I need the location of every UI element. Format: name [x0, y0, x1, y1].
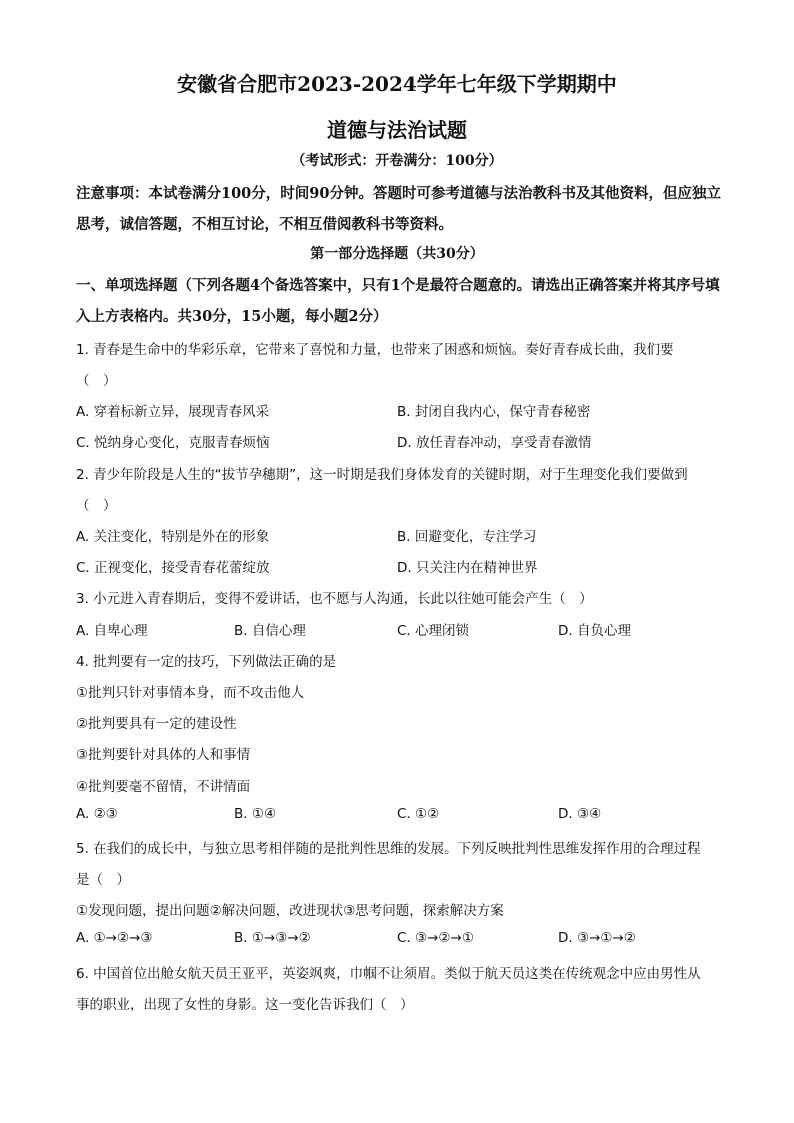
q2-answer-blank: （ ）: [76, 498, 117, 514]
q6-stem-line2: 事的职业，出现了女性的身影。这一变化告诉我们（ ）: [76, 997, 414, 1013]
q5-stem: 5. 在我们的成长中，与独立思考相伴随的是批判性思维的发展。下列反映批判性思维发挥作用的合理过程: [76, 841, 701, 857]
q1-option-d: D. 放任青春冲动，享受青春激情: [397, 435, 592, 451]
q5-option-b: B. ①→③→②: [234, 930, 311, 946]
exam-title-line2: 道德与法治试题: [327, 118, 467, 142]
q4-option-d: D. ③④: [558, 806, 602, 822]
q3-option-c: C. 心理闭锁: [397, 623, 470, 639]
q4-item-4: ④批判要毫不留情，不讲情面: [76, 779, 251, 795]
q5-answer-blank: 是（ ）: [76, 872, 130, 888]
q4-item-2: ②批判要具有一定的建设性: [76, 716, 237, 732]
q3-option-d: D. 自负心理: [558, 623, 631, 639]
q2-option-d: D. 只关注内在精神世界: [397, 560, 538, 576]
q2-option-a: A. 关注变化，特别是外在的形象: [76, 529, 270, 545]
section-one-title: 一、单项选择题（下列各题4个备选答案中，只有1个是最符合题意的。请选出正确答案并将其序号填入上方表格内。共30分，15小题，每小题2分）: [76, 277, 720, 325]
exam-title-line1: 安徽省合肥市2023-2024学年七年级下学期期中: [177, 72, 617, 96]
q5-option-d: D. ③→①→②: [558, 930, 636, 946]
part-one-title: 第一部分选择题（共30分）: [310, 246, 484, 262]
q1-option-b: B. 封闭自我内心，保守青春秘密: [397, 404, 591, 420]
q1-option-a: A. 穿着标新立异，展现青春风采: [76, 404, 270, 420]
q3-option-b: B. 自信心理: [234, 623, 306, 639]
q1-stem: 1. 青春是生命中的华彩乐章，它带来了喜悦和力量，也带来了困惑和烦恼。奏好青春成长曲，我们要: [76, 342, 674, 358]
q3-option-a: A. 自卑心理: [76, 623, 148, 639]
q2-stem: 2. 青少年阶段是人生的“拔节孕穗期”，这一时期是我们身体发育的关键时期，对于生理变化我们要做到: [76, 467, 688, 483]
q4-option-c: C. ①②: [397, 806, 440, 822]
q4-stem: 4. 批判要有一定的技巧，下列做法正确的是: [76, 654, 337, 670]
q6-stem-line1: 6. 中国首位出舱女航天员王亚平，英姿飒爽，巾帼不让须眉。类似于航天员这类在传统观念中应由男性从: [76, 966, 701, 982]
q5-items: ①发现问题，提出问题②解决问题，改进现状③思考问题，探索解决方案: [76, 903, 504, 919]
q2-option-b: B. 回避变化，专注学习: [397, 529, 537, 545]
q2-option-c: C. 正视变化，接受青春花蕾绽放: [76, 560, 270, 576]
q1-option-c: C. 悦纳身心变化，克服青春烦恼: [76, 435, 270, 451]
q5-option-c: C. ③→②→①: [397, 930, 474, 946]
q4-option-a: A. ②③: [76, 806, 118, 822]
q4-item-1: ①批判只针对事情本身，而不攻击他人: [76, 685, 305, 701]
notice-paragraph: 注意事项：本试卷满分100分，时间90分钟。答题时可参考道德与法治教科书及其他资料，但应独立思考，诚信答题，不相互讨论，不相互借阅教科书等资料。: [76, 185, 721, 233]
q4-item-3: ③批判要针对具体的人和事情: [76, 747, 251, 763]
exam-form-info: （考试形式：开卷满分：100分）: [291, 153, 503, 169]
q1-answer-blank: （ ）: [76, 373, 117, 389]
q5-option-a: A. ①→②→③: [76, 930, 153, 946]
q3-stem: 3. 小元进入青春期后，变得不爱讲话，也不愿与人沟通，长此以往她可能会产生（ ）: [76, 591, 593, 607]
q4-option-b: B. ①④: [234, 806, 277, 822]
